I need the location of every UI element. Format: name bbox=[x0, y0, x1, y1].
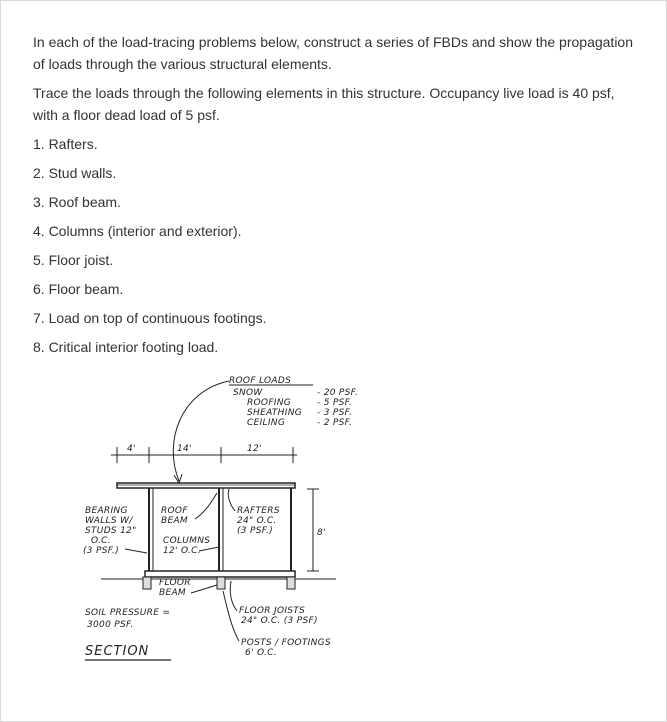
dimension-height: 8' bbox=[317, 528, 326, 538]
leader-line bbox=[195, 493, 217, 519]
leader-line bbox=[125, 549, 147, 553]
roof-outline bbox=[117, 483, 295, 488]
posts-footings-label: 6' O.C. bbox=[245, 648, 277, 658]
continuous-footing-right bbox=[287, 577, 295, 589]
roof-beam-label: ROOF bbox=[161, 506, 188, 516]
section-sketch bbox=[81, 371, 381, 671]
element-list bbox=[33, 133, 643, 365]
problem-text bbox=[33, 31, 643, 365]
roof-load-value: - 5 PSF. bbox=[317, 398, 353, 408]
list-item: 4. Columns (interior and exterior). bbox=[33, 223, 242, 239]
posts-footings-label: POSTS / FOOTINGS bbox=[241, 638, 331, 648]
leader-line bbox=[199, 547, 219, 551]
floor-beam-label: BEAM bbox=[159, 588, 186, 598]
rafters-label: (3 PSF.) bbox=[237, 526, 274, 536]
bearing-walls-label: STUDS 12" bbox=[85, 526, 137, 536]
list-item: 6. Floor beam. bbox=[33, 281, 124, 297]
floor-joists-label: FLOOR JOISTS bbox=[239, 606, 306, 616]
dimension-left: 4' bbox=[127, 444, 136, 454]
bearing-walls-label: (3 PSF.) bbox=[83, 546, 120, 556]
roof-load-name: SHEATHING bbox=[247, 408, 302, 418]
continuous-footing-left bbox=[143, 577, 151, 589]
floor-beam-label: FLOOR bbox=[159, 578, 191, 588]
columns-label: 12' O.C. bbox=[163, 546, 201, 556]
list-item: 7. Load on top of continuous footings. bbox=[33, 310, 267, 326]
columns-label: COLUMNS bbox=[163, 536, 211, 546]
leader-line bbox=[228, 489, 235, 511]
instructions-paragraph: Trace the loads through the following elements in this structure. Occupancy live load is 40 psf, with a floor dead load of 5 psf. bbox=[33, 85, 615, 123]
interior-post-footing bbox=[217, 577, 225, 589]
floor-joists-label: 24" O.C. (3 PSF) bbox=[241, 616, 318, 626]
bearing-walls-label: WALLS W/ bbox=[85, 516, 133, 526]
floor-deck bbox=[145, 571, 295, 577]
roof-load-value: - 3 PSF. bbox=[317, 408, 353, 418]
list-item: 3. Roof beam. bbox=[33, 194, 121, 210]
roof-load-value: - 20 PSF. bbox=[317, 388, 359, 398]
leader-line bbox=[191, 585, 217, 593]
list-item: 5. Floor joist. bbox=[33, 252, 114, 268]
intro-paragraph: In each of the load-tracing problems below, construct a series of FBDs and show the propagation of loads through the various structural elements. bbox=[33, 34, 634, 72]
soil-pressure-label: 3000 PSF. bbox=[87, 620, 134, 630]
roof-load-name: ROOFING bbox=[247, 398, 292, 408]
roof-loads-title: ROOF LOADS bbox=[229, 376, 292, 386]
bearing-walls-label: O.C. bbox=[91, 536, 111, 546]
soil-pressure-label: SOIL PRESSURE = bbox=[85, 608, 171, 618]
dimension-mid: 14' bbox=[177, 444, 192, 454]
list-item: 1. Rafters. bbox=[33, 136, 98, 152]
rafters-label: 24" O.C. bbox=[237, 516, 277, 526]
section-title: SECTION bbox=[85, 644, 150, 659]
leader-line bbox=[230, 581, 237, 611]
roof-load-name: CEILING bbox=[247, 418, 286, 428]
list-item: 2. Stud walls. bbox=[33, 165, 117, 181]
rafters-label: RAFTERS bbox=[237, 506, 280, 516]
dimension-right: 12' bbox=[247, 444, 262, 454]
roof-load-name: SNOW bbox=[233, 388, 263, 398]
list-item: 8. Critical interior footing load. bbox=[33, 339, 219, 355]
section-drawing bbox=[81, 371, 381, 671]
bearing-walls-label: BEARING bbox=[85, 506, 128, 516]
roof-beam-label: BEAM bbox=[161, 516, 188, 526]
roof-load-value: - 2 PSF. bbox=[317, 418, 353, 428]
load-arrow bbox=[173, 381, 229, 481]
